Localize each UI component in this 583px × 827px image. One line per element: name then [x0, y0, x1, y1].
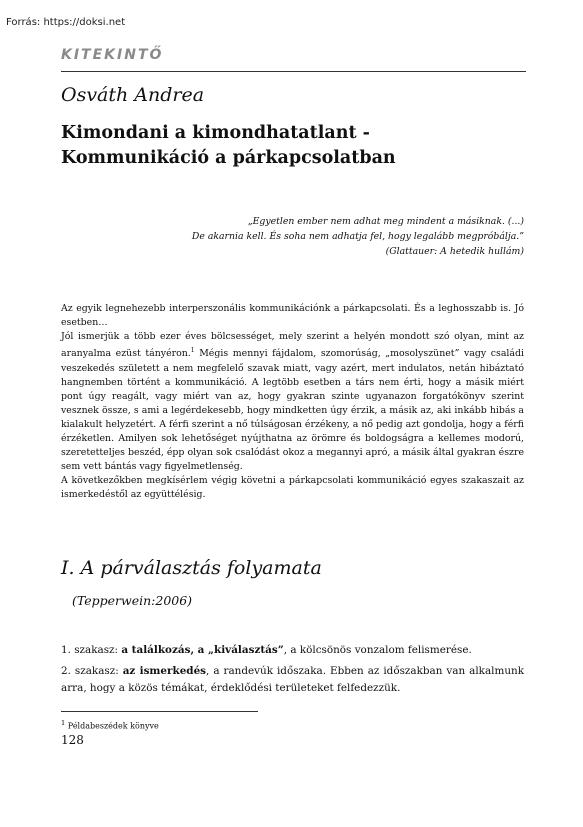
footnote: [61, 719, 159, 731]
footnote-rule: [61, 711, 258, 712]
title-line-2: Kommunikáció a párkapcsolatban: [61, 148, 396, 168]
paragraph-2: [61, 330, 524, 474]
stage-1-text: , a kölcsönös vonzalom felismerése.: [283, 644, 472, 656]
paragraph-2-rest: Mégis mennyi fájdalom, szomorúság, „mosolyszünet” vagy családi veszekedés született a nem megfelelő szavak miatt, vagy azért, mert indulatos, netán hibáztató hangnemben történt a kommunikáció. A legtöbb esetben a társ nem érti, hogy a másik miért pont úgy reagált, vagy miért van az, hogy gyakran szinte ugyanazon forgatókönyv szerint vesznek össze, s ami a legérdekesebb, hogy mindketten úgy érzik, a másik az, aki inkább hibás a kialakult helyzetért. A férfi szerint a nő túlságosan érzékeny, a nő pedig azt gondolja, hogy a férfi érzéketlen. Amilyen sok lehetőséget nyújthatna az örömre és boldogságra a kellemes modorú, szeretetteljes beszéd, épp olyan sok csalódást okoz a megannyi apró, a másik által gyakran észre sem vett bántás vagy figyelmetlenség.: [61, 348, 524, 473]
page-number: 128: [61, 733, 84, 747]
footnote-text: Példabeszédek könyve: [65, 721, 159, 731]
paragraph-3: A következőkben megkísérlem végig követni a párkapcsolati kommunikáció egyes szakaszait az ismerkedéstől az együttélésig.: [61, 475, 524, 501]
stage-2-title: az ismerkedés: [122, 665, 207, 677]
section-reference: (Tepperwein:2006): [72, 593, 193, 608]
section-tag: KITEKINTŐ: [61, 47, 164, 63]
stage-2-text: , a randevúk időszaka. Ebben az időszakban van alkalmunk arra, hogy a közös témákat, érdeklődési területeket felfedezzük.: [61, 665, 524, 694]
motto-line-1: „Egyetlen ember nem adhat meg mindent a másiknak. (...): [247, 216, 524, 227]
motto-quote: [140, 214, 524, 259]
header-rule: [61, 71, 526, 72]
footnote-mark: 1: [61, 719, 66, 727]
article-title: [61, 121, 526, 171]
motto-attribution: (Glattauer: A hetedik hullám): [385, 246, 524, 257]
title-line-1: Kimondani a kimondhatatlant -: [61, 123, 370, 143]
stage-1-title: a találkozás, a „kiválasztás”: [121, 644, 284, 656]
paragraph-1: Az egyik legnehezebb interperszonális kommunikációnk a párkapcsolati. És a leghosszabb is. Jó esetben…: [61, 303, 524, 329]
stage-2: [61, 663, 524, 697]
source-note: Forrás: https://doksi.net: [6, 17, 126, 28]
footnote-reference: 1: [190, 347, 195, 355]
motto-line-2: De akarnia kell. És soha nem adhatja fel, hogy legalább megpróbálja.”: [191, 231, 524, 242]
stage-2-prefix: 2. szakasz:: [61, 665, 123, 677]
stages-list: [61, 642, 524, 701]
author-name: Osváth Andrea: [61, 84, 205, 106]
section-heading: I. A párválasztás folyamata: [61, 557, 322, 579]
stage-1-prefix: 1. szakasz:: [61, 644, 122, 656]
stage-1: [61, 642, 524, 659]
article-body: [61, 302, 524, 502]
paragraph-2-start: Jól ismerjük a több ezer éves bölcsességet, mely szerint a helyén mondott szó olyan, mint az aranyalma ezüst tányéron.: [61, 331, 524, 360]
